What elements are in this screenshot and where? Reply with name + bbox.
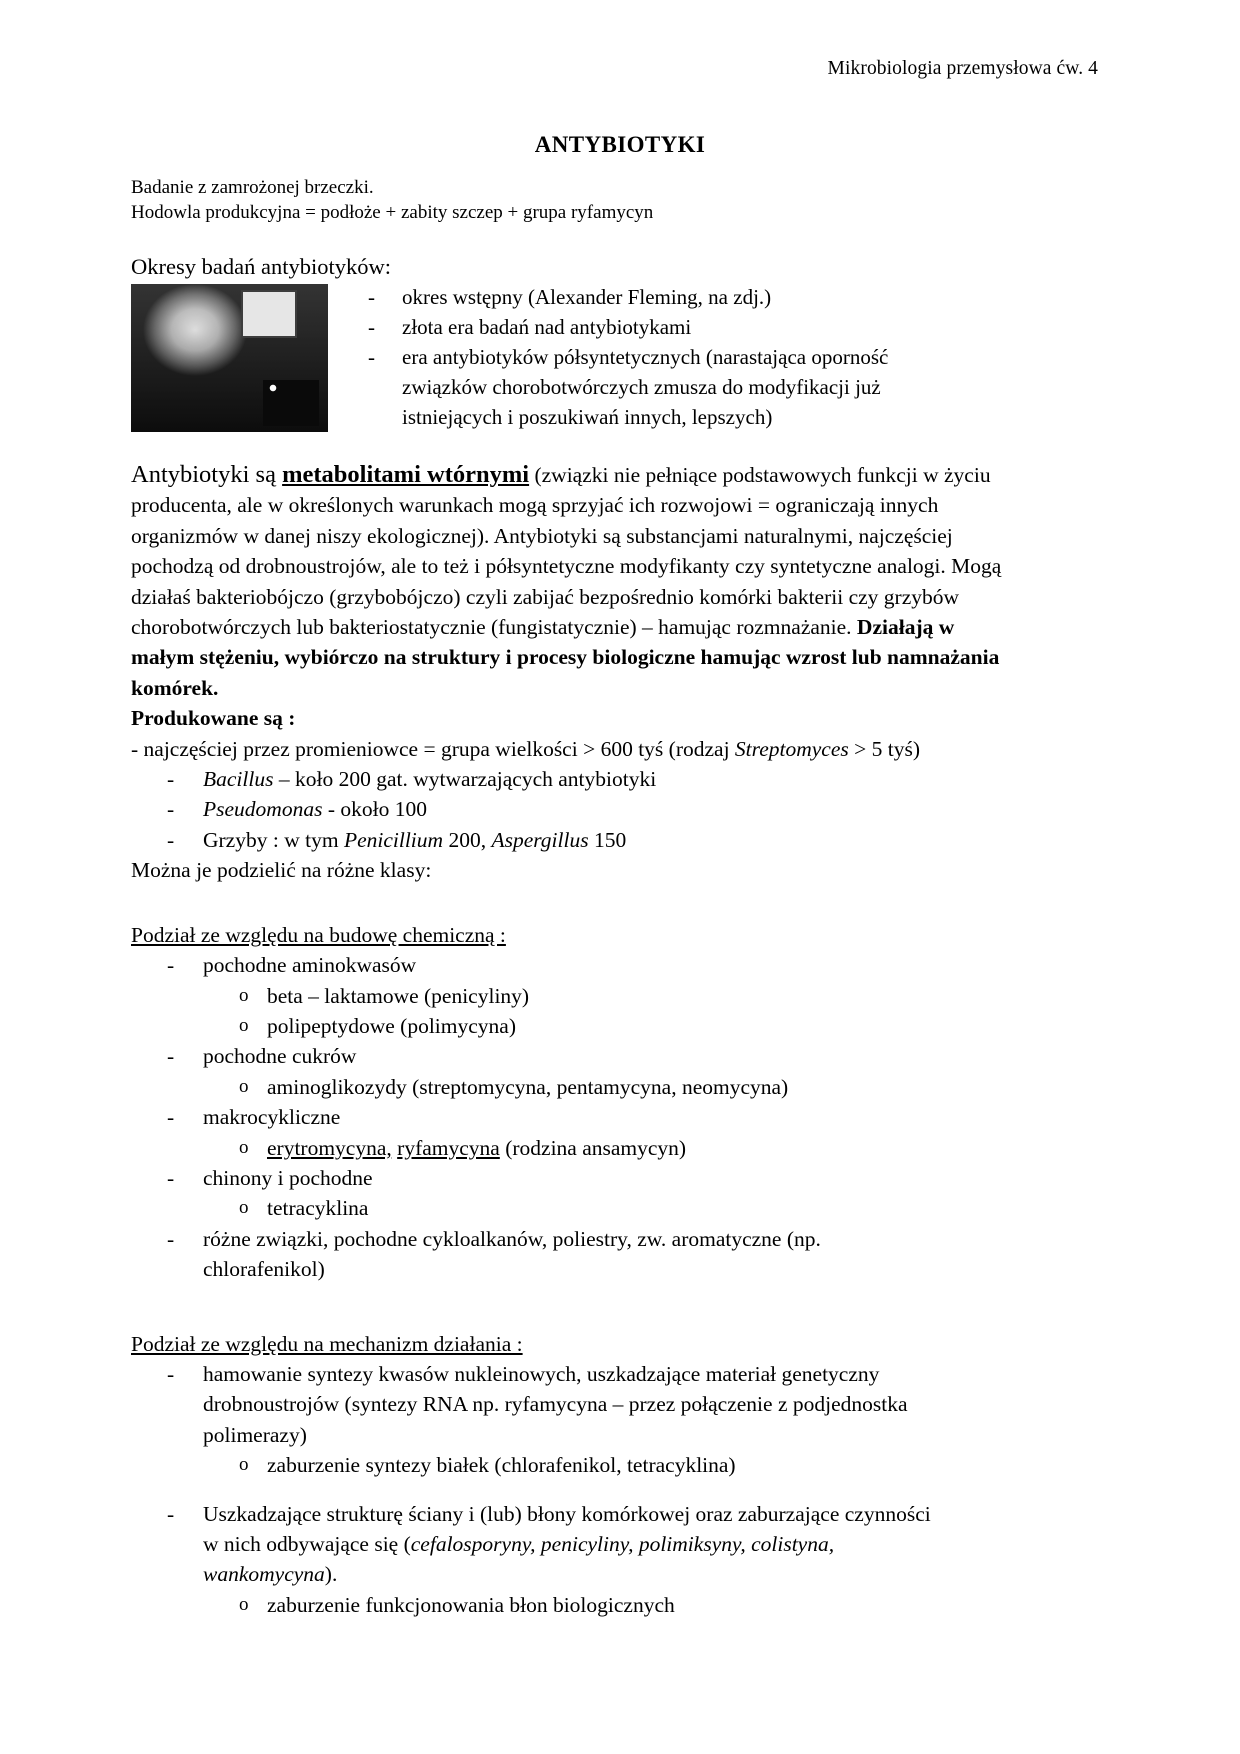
main-paragraph bbox=[131, 460, 1011, 703]
dash-marker: - bbox=[167, 1105, 175, 1130]
produced-heading: Produkowane są : bbox=[131, 706, 296, 731]
sub-list-item bbox=[239, 1590, 1011, 1620]
list-item bbox=[167, 1102, 1011, 1132]
sub-list-item-label: zaburzenie syntezy białek (chlorafenikol, tetracyklina) bbox=[267, 1453, 736, 1478]
periods-list bbox=[368, 282, 1011, 432]
dash-marker: - bbox=[368, 285, 375, 309]
sub-list-item bbox=[239, 981, 1011, 1011]
mechanism-item1-line2: drobnoustrojów (syntezy RNA np. ryfamycyna – przez połączenie z podjednostka bbox=[203, 1392, 908, 1417]
ansamycyn-note: (rodzina ansamycyn) bbox=[499, 1135, 687, 1160]
dash-marker: - bbox=[167, 1226, 175, 1251]
periods-block bbox=[131, 282, 1011, 434]
produced-first-line bbox=[131, 734, 1011, 764]
list-item-label bbox=[203, 1359, 908, 1450]
dash-marker: - bbox=[167, 1165, 175, 1190]
paragraph-body-text: (związki nie pełniące podstawowych funkcji w życiu producenta, ale w określonych warunkach mogą sprzyjać ich rozwojowi = ograniczają innych organizmów w danej niszy ekologicznej). Antybiotyki są substancjami naturalnymi, najczęściej pochodzą od drobnoustrojów, ale to też i półsyntetyczne modyfikanty czy syntetyczne analogi. Mogą działaś bakteriobójczo (grzybobójczo) czyli zabijać bezpośrednio komórki bakterii czy grzybów chorobotwórczych lub bakteriostatycznie (fungistatycznie) – hamując rozmnażanie. bbox=[131, 463, 1002, 640]
drug-erytromycyna: erytromycyna, bbox=[267, 1135, 392, 1160]
sub-list-item-label bbox=[267, 1133, 686, 1163]
page-header-note: Mikrobiologia przemysłowa ćw. 4 bbox=[827, 58, 1098, 79]
intro-line-2: Hodowla produkcyjna = podłoże + zabity szczep + grupa ryfamycyn bbox=[131, 202, 654, 223]
sub-list-item bbox=[239, 1193, 1011, 1223]
intro-line-1: Badanie z zamrożonej brzeczki. bbox=[131, 177, 374, 198]
sub-list-item-label: aminoglikozydy (streptomycyna, pentamycyna, neomycyna) bbox=[267, 1074, 789, 1099]
list-item bbox=[368, 342, 1011, 372]
list-item bbox=[368, 312, 1011, 342]
section-heading-chemical: Podział ze względu na budowę chemiczną : bbox=[131, 922, 506, 947]
mechanism-item1-line1: hamowanie syntezy kwasów nukleinowych, uszkadzające materiał genetyczny bbox=[203, 1361, 880, 1386]
genus-aspergillus: Aspergillus bbox=[491, 827, 589, 852]
list-item bbox=[368, 282, 1011, 312]
list-item bbox=[167, 1224, 1011, 1285]
circle-marker: o bbox=[239, 984, 249, 1006]
circle-marker: o bbox=[239, 1136, 249, 1158]
sub-list-item bbox=[239, 1450, 1011, 1480]
produced-first-line-post: > 5 tyś) bbox=[848, 736, 921, 761]
list-item-label bbox=[203, 1499, 931, 1590]
dash-marker: - bbox=[167, 827, 175, 852]
sub-list-item bbox=[239, 1072, 1011, 1102]
photo-shelf-detail bbox=[243, 292, 295, 336]
list-item-label: makrocykliczne bbox=[203, 1105, 341, 1130]
mechanism-item2-line1: Uszkadzające strukturę ściany i (lub) błony komórkowej oraz zaburzające czynności bbox=[203, 1501, 931, 1526]
list-item bbox=[167, 1163, 1011, 1193]
dash-marker: - bbox=[167, 797, 175, 822]
genus-pseudomonas: Pseudomonas bbox=[203, 797, 323, 822]
section-heading-mechanism: Podział ze względu na mechanizm działania : bbox=[131, 1331, 523, 1356]
genus-bacillus-detail: – koło 200 gat. wytwarzających antybiotyki bbox=[273, 767, 657, 792]
sub-list-item-label: polipeptydowe (polimycyna) bbox=[267, 1013, 516, 1038]
list-item bbox=[167, 764, 1011, 794]
genus-penicillium: Penicillium bbox=[343, 827, 444, 852]
list-item-label bbox=[203, 794, 427, 824]
list-item-label: pochodne aminokwasów bbox=[203, 953, 417, 978]
dash-marker: - bbox=[167, 953, 175, 978]
mechanism-item2-line3-post: ). bbox=[324, 1562, 338, 1587]
list-item bbox=[167, 950, 1011, 980]
list-item-continuation: związków chorobotwórczych zmusza do modyfikacji już bbox=[402, 375, 881, 399]
produced-list bbox=[131, 764, 1011, 855]
dash-marker: - bbox=[167, 1361, 175, 1386]
chemical-list bbox=[131, 950, 1011, 1284]
photo-petri-dishes-detail bbox=[263, 380, 319, 426]
list-item bbox=[167, 794, 1011, 824]
dash-marker: - bbox=[368, 345, 375, 369]
list-item-label bbox=[203, 1224, 821, 1285]
sub-list-item-label: beta – laktamowe (penicyliny) bbox=[267, 983, 530, 1008]
dash-marker: - bbox=[167, 1501, 175, 1526]
mechanism-list bbox=[131, 1359, 1011, 1620]
list-item-label: era antybiotyków półsyntetycznych (narastająca oporność bbox=[402, 345, 889, 369]
list-item bbox=[167, 1041, 1011, 1071]
mechanism-item1-line3: polimerazy) bbox=[203, 1422, 307, 1447]
dash-marker: - bbox=[167, 1044, 175, 1069]
periods-heading: Okresy badań antybiotyków: bbox=[131, 254, 391, 279]
genus-streptomyces: Streptomyces bbox=[734, 736, 849, 761]
circle-marker: o bbox=[239, 1593, 249, 1615]
key-term-metabolity: metabolitami wtórnymi bbox=[282, 461, 530, 488]
mechanism-item2-drug-list-a: cefalosporyny, penicyliny, polimiksyny, colistyna, bbox=[410, 1532, 835, 1556]
dash-marker: - bbox=[368, 315, 375, 339]
list-item-label: pochodne cukrów bbox=[203, 1044, 357, 1069]
list-item-continuation: istniejących i poszukiwań innych, lepszych) bbox=[402, 405, 773, 429]
other-compounds-line-2: chlorafenikol) bbox=[203, 1257, 325, 1282]
sub-list-item bbox=[239, 1133, 1011, 1163]
fungi-prefix: Grzyby : w tym bbox=[203, 827, 344, 852]
list-item bbox=[167, 1499, 1011, 1590]
genus-pseudomonas-detail: - około 100 bbox=[322, 797, 427, 822]
dash-marker: - bbox=[167, 767, 175, 792]
drug-ryfamycyna: ryfamycyna bbox=[397, 1135, 500, 1160]
sub-list-item bbox=[239, 1011, 1011, 1041]
alexander-fleming-photo bbox=[131, 284, 328, 432]
mechanism-item2-drug-list-b: wankomycyna bbox=[203, 1562, 325, 1587]
document-title: ANTYBIOTYKI bbox=[534, 132, 706, 157]
list-item-label bbox=[203, 825, 626, 855]
produced-closing: Można je podzielić na różne klasy: bbox=[131, 858, 432, 883]
genus-bacillus: Bacillus bbox=[203, 767, 274, 792]
list-item-label: okres wstępny (Alexander Fleming, na zdj.) bbox=[402, 285, 772, 309]
produced-first-line-pre: - najczęściej przez promieniowce = grupa wielkości > 600 tyś (rodzaj bbox=[131, 736, 735, 761]
sub-list-item-label: zaburzenie funkcjonowania błon biologicznych bbox=[267, 1592, 675, 1617]
list-item bbox=[167, 825, 1011, 855]
list-item bbox=[167, 1359, 1011, 1450]
circle-marker: o bbox=[239, 1454, 249, 1476]
circle-marker: o bbox=[239, 1075, 249, 1097]
list-item-label: złota era badań nad antybiotykami bbox=[402, 315, 692, 339]
sub-list-item-label: tetracyklina bbox=[267, 1196, 369, 1221]
paragraph-lead-text: Antybiotyki są bbox=[131, 461, 283, 488]
list-item-label bbox=[203, 764, 656, 794]
other-compounds-line-1: różne związki, pochodne cykloalkanów, poliestry, zw. aromatyczne (np. bbox=[203, 1226, 821, 1251]
mechanism-item2-line2-pre: w nich odbywające się ( bbox=[203, 1532, 411, 1556]
document-body bbox=[131, 175, 1011, 1620]
list-item-label: chinony i pochodne bbox=[203, 1165, 373, 1190]
circle-marker: o bbox=[239, 1197, 249, 1219]
paragraph-bold-tail: Działają w małym stężeniu, wybiórczo na struktury i procesy biologiczne hamując wzrost lub namnażania komórek. bbox=[131, 615, 1000, 700]
circle-marker: o bbox=[239, 1014, 249, 1036]
fungi-mid: 200, bbox=[443, 827, 492, 852]
fungi-post: 150 bbox=[588, 827, 627, 852]
